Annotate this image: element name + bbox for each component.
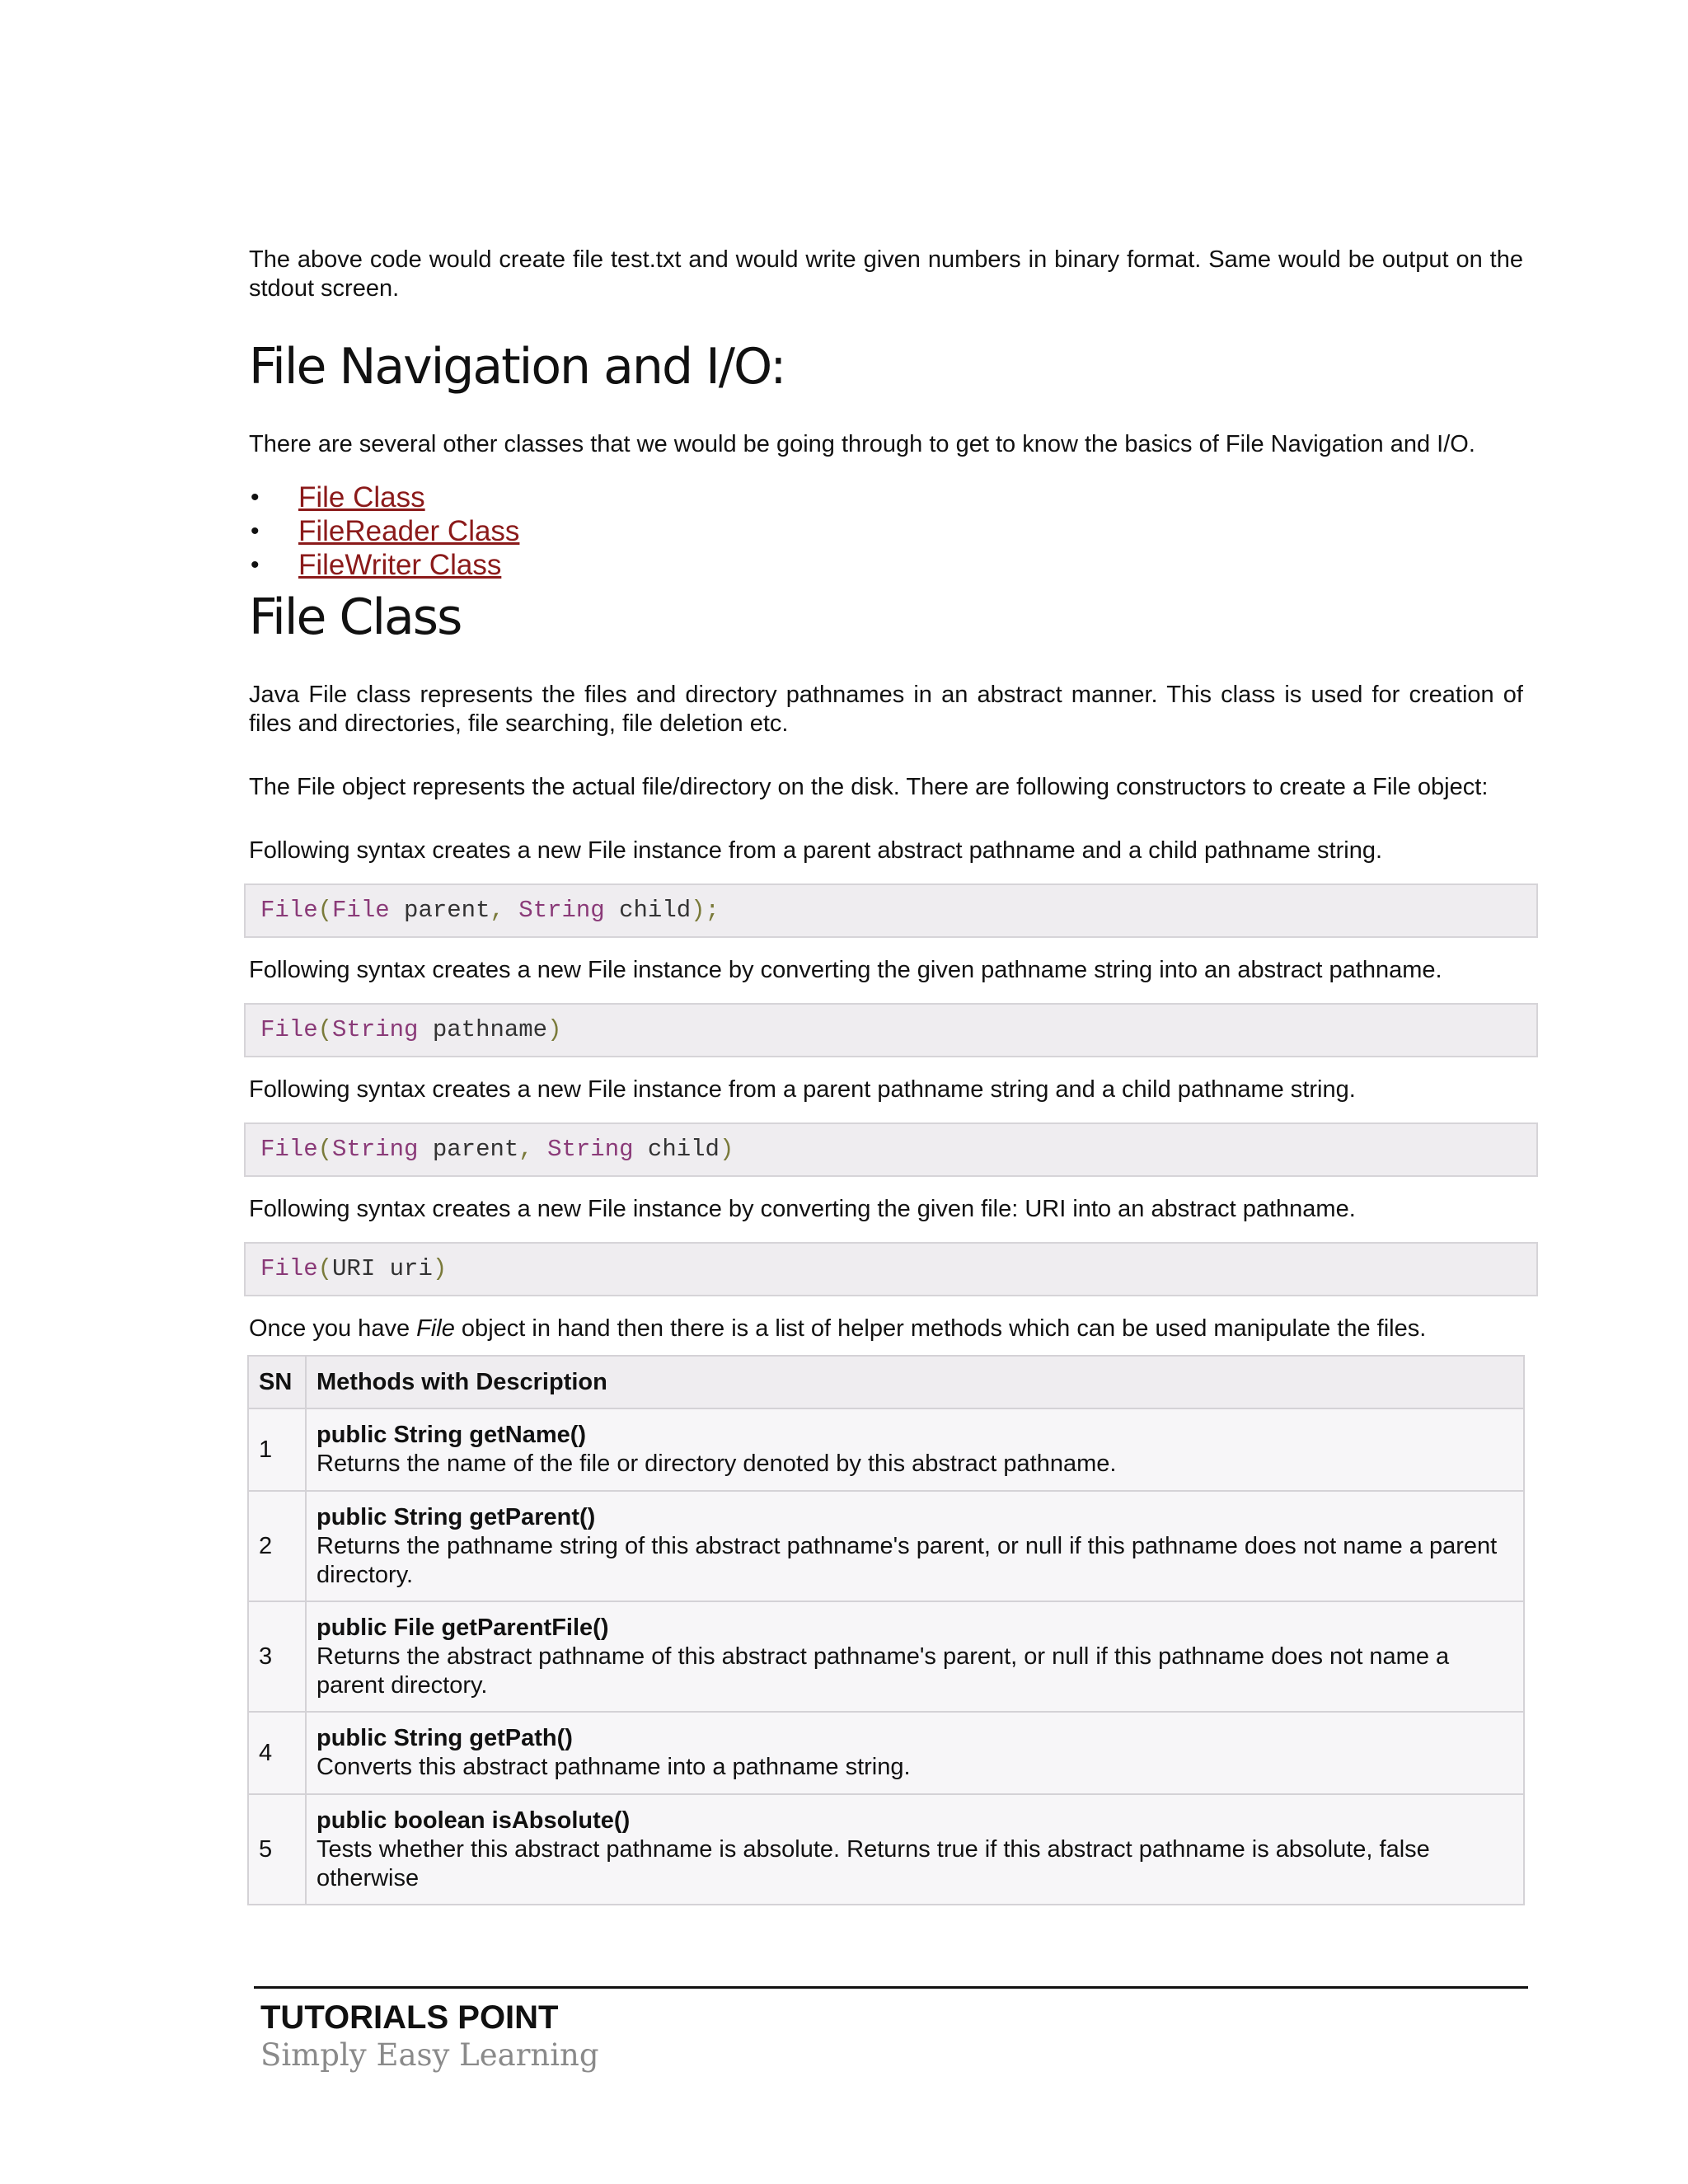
method-name: public String getParent() (316, 1503, 596, 1530)
method-description: Tests whether this abstract pathname is absolute. Returns true if this abstract pathname is absolute, false otherwise (316, 1835, 1430, 1891)
table-row (248, 1491, 1524, 1601)
bullet-icon: • (251, 518, 260, 545)
file-class-paragraph-1: Java File class represents the files and directory pathnames in an abstract manner. This class is used for creation of files and directories, file searching, file deletion etc. (249, 682, 1523, 737)
row-method (306, 1408, 1524, 1491)
table-header-row (248, 1356, 1524, 1408)
row-method (306, 1491, 1524, 1601)
link-filewriter-class[interactable]: FileWriter Class (298, 549, 502, 581)
list-item (249, 548, 1523, 582)
column-header-methods: Methods with Description (306, 1356, 1524, 1408)
constructor-2 (249, 956, 1523, 1057)
constructor-description: Following syntax creates a new File instance from a parent abstract pathname and a child pathname string. (249, 837, 1383, 864)
methods-table (247, 1355, 1525, 1905)
bullet-icon: • (251, 551, 260, 579)
bullet-icon: • (251, 484, 260, 511)
page-footer (254, 1986, 1528, 2074)
method-name: public boolean isAbsolute() (316, 1807, 631, 1834)
constructor-1 (249, 837, 1523, 938)
document-page (249, 246, 1523, 1905)
row-sn: 5 (248, 1794, 306, 1905)
method-description: Returns the pathname string of this abstract pathname's parent, or null if this pathname does not name a parent directory. (316, 1532, 1498, 1588)
method-description: Returns the name of the file or directory denoted by this abstract pathname. (316, 1451, 1117, 1477)
footer-brand: TUTORIALS POINT (260, 1999, 559, 2036)
class-link-list (249, 480, 1523, 582)
table-row (248, 1712, 1524, 1794)
row-sn: 3 (248, 1601, 306, 1712)
footer-tagline: Simply Easy Learning (260, 2037, 599, 2073)
row-method (306, 1794, 1524, 1905)
row-method (306, 1712, 1524, 1794)
row-sn: 2 (248, 1491, 306, 1601)
list-item (249, 514, 1523, 548)
intro-paragraph: The above code would create file test.txt and would write given numbers in binary format. Same would be output on the stdout screen. (249, 246, 1523, 302)
constructor-description: Following syntax creates a new File instance by converting the given file: URI into an abstract pathname. (249, 1196, 1356, 1222)
row-method (306, 1601, 1524, 1712)
row-sn: 1 (248, 1408, 306, 1491)
method-description: Returns the abstract pathname of this abstract pathname's parent, or null if this pathname does not name a parent directory. (316, 1643, 1450, 1699)
file-class-paragraph-2: The File object represents the actual file/directory on the disk. There are following constructors to create a File object: (249, 774, 1489, 800)
link-file-class[interactable]: File Class (298, 481, 425, 513)
method-name: public String getName() (316, 1422, 587, 1448)
method-name: public File getParentFile() (316, 1614, 609, 1641)
constructor-3 (249, 1076, 1523, 1177)
section-intro-paragraph: There are several other classes that we would be going through to get to know the basics of File Navigation and I/O. (249, 431, 1475, 457)
table-row (248, 1408, 1524, 1491)
table-row (248, 1601, 1524, 1712)
section-heading-file-navigation: File Navigation and I/O: (249, 338, 785, 396)
row-sn: 4 (248, 1712, 306, 1794)
code-block: File(String pathname) (244, 1003, 1538, 1057)
method-name: public String getPath() (316, 1725, 573, 1751)
helper-methods-intro: Once you have File object in hand then there is a list of helper methods which can be used manipulate the files. (249, 1315, 1427, 1342)
list-item (249, 480, 1523, 514)
link-filereader-class[interactable]: FileReader Class (298, 515, 520, 547)
code-block: File(String parent, String child) (244, 1122, 1538, 1177)
column-header-sn: SN (248, 1356, 306, 1408)
constructor-description: Following syntax creates a new File instance by converting the given pathname string into an abstract pathname. (249, 957, 1442, 983)
constructor-4 (249, 1195, 1523, 1296)
code-block: File(URI uri) (244, 1242, 1538, 1296)
code-block: File(File parent, String child); (244, 883, 1538, 938)
section-heading-file-class: File Class (249, 588, 462, 646)
constructor-description: Following syntax creates a new File instance from a parent pathname string and a child pathname string. (249, 1076, 1356, 1103)
table-row (248, 1794, 1524, 1905)
method-description: Converts this abstract pathname into a pathname string. (316, 1754, 911, 1780)
